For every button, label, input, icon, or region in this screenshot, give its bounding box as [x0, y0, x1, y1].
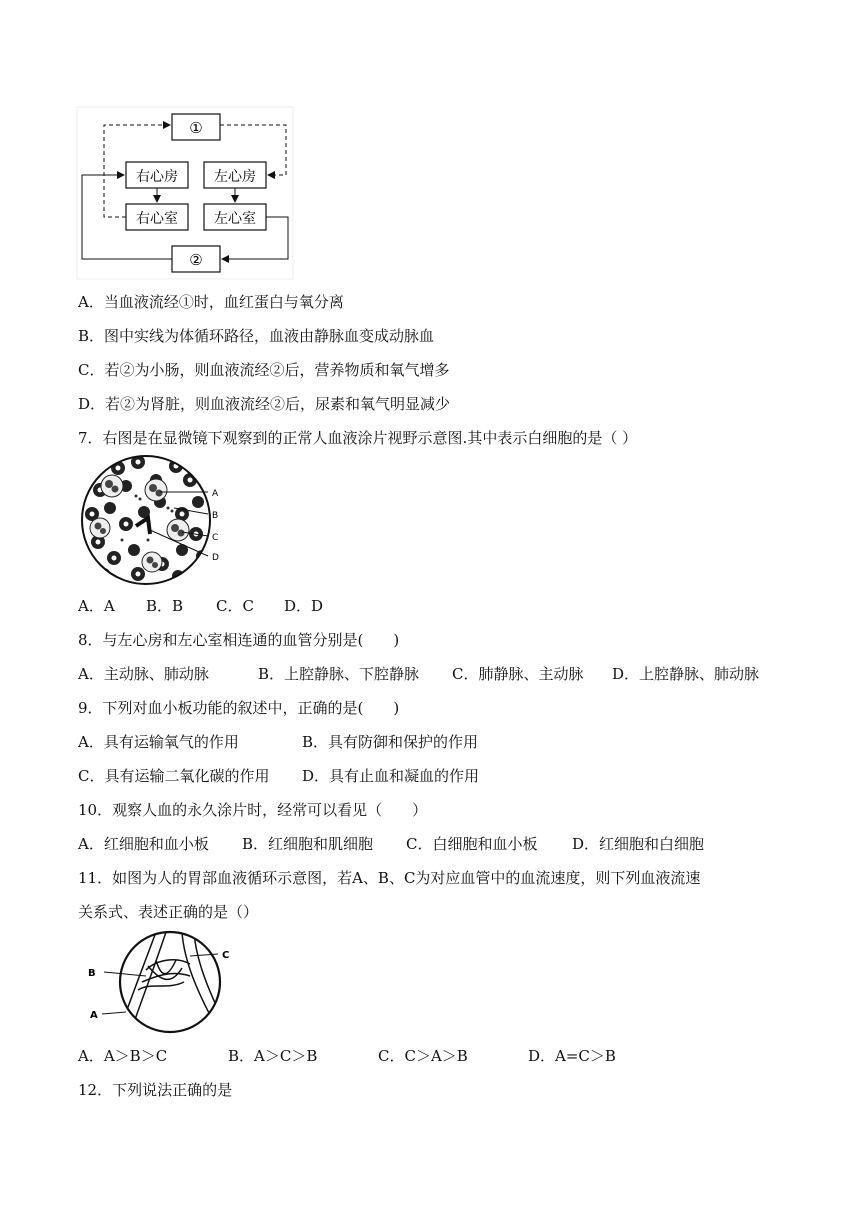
smear-label-c: C	[212, 533, 219, 543]
left-ventricle-label: 左心室	[214, 211, 256, 227]
q11-stem-line2: 关系式、表述正确的是（）	[78, 903, 259, 921]
q8-stem: 8．与左心房和左心室相连通的血管分别是( )	[78, 631, 400, 649]
blood-smear-diagram	[78, 450, 228, 590]
right-ventricle-label: 右心室	[136, 211, 178, 227]
vessel-label-b: B	[88, 968, 96, 979]
q11-option-a: A．A＞B＞C	[78, 1047, 168, 1065]
q9-option-c: C．具有运输二氧化碳的作用	[78, 767, 270, 785]
q11-option-d: D．A=C＞B	[528, 1047, 616, 1065]
circulation-diagram	[76, 106, 296, 280]
q6-option-b: B．图中实线为体循环路径，血液由静脉血变成动脉血	[78, 327, 435, 345]
q8-option-b: B．上腔静脉、下腔静脉	[258, 665, 420, 683]
q10-stem: 10．观察人血的永久涂片时，经常可以看见（ ）	[78, 801, 428, 819]
vessel-label-a: A	[90, 1010, 98, 1021]
smear-label-d: D	[212, 553, 219, 563]
q7-option-b: B．B	[146, 597, 184, 615]
q8-option-c: C．肺静脉、主动脉	[452, 665, 584, 683]
q11-option-c: C．C＞A＞B	[378, 1047, 468, 1065]
q10-option-b: B．红细胞和肌细胞	[242, 835, 374, 853]
q11-stem-line1: 11．如图为人的胃部血液循环示意图，若A、B、C为对应血管中的血流速度，则下列血液流速	[78, 869, 701, 887]
q9-stem: 9．下列对血小板功能的叙述中，正确的是( )	[78, 699, 400, 717]
node-1-label: ①	[189, 119, 203, 137]
q7-option-c: C．C	[216, 597, 254, 615]
q11-option-b: B．A＞C＞B	[228, 1047, 318, 1065]
left-atrium-label: 左心房	[214, 169, 256, 185]
q6-option-c: C．若②为小肠，则血液流经②后，营养物质和氧气增多	[78, 361, 450, 379]
q8-option-a: A．主动脉、肺动脉	[78, 665, 209, 683]
q7-option-d: D．D	[284, 597, 324, 615]
q7-stem: 7．右图是在显微镜下观察到的正常人血液涂片视野示意图.其中表示白细胞的是（ ）	[78, 429, 638, 447]
smear-label-b: B	[212, 511, 219, 521]
q6-option-d: D．若②为肾脏，则血液流经②后，尿素和氧气明显减少	[78, 395, 451, 413]
q10-option-d: D．红细胞和白细胞	[572, 835, 705, 853]
q7-option-a: A．A	[78, 597, 115, 615]
q12-stem: 12．下列说法正确的是	[78, 1081, 233, 1099]
q9-option-b: B．具有防御和保护的作用	[302, 733, 479, 751]
right-atrium-label: 右心房	[136, 169, 178, 185]
smear-label-a: A	[212, 489, 219, 499]
q8-option-d: D．上腔静脉、肺动脉	[612, 665, 760, 683]
stomach-vessel-diagram	[86, 930, 246, 1034]
node-2-label: ②	[189, 251, 203, 269]
q9-option-a: A．具有运输氧气的作用	[78, 733, 239, 751]
q6-option-a: A．当血液流经①时，血红蛋白与氧分离	[78, 293, 344, 311]
vessel-label-c: C	[222, 950, 230, 961]
q10-option-a: A．红细胞和血小板	[78, 835, 209, 853]
q10-option-c: C．白细胞和血小板	[406, 835, 538, 853]
q9-option-d: D．具有止血和凝血的作用	[302, 767, 480, 785]
